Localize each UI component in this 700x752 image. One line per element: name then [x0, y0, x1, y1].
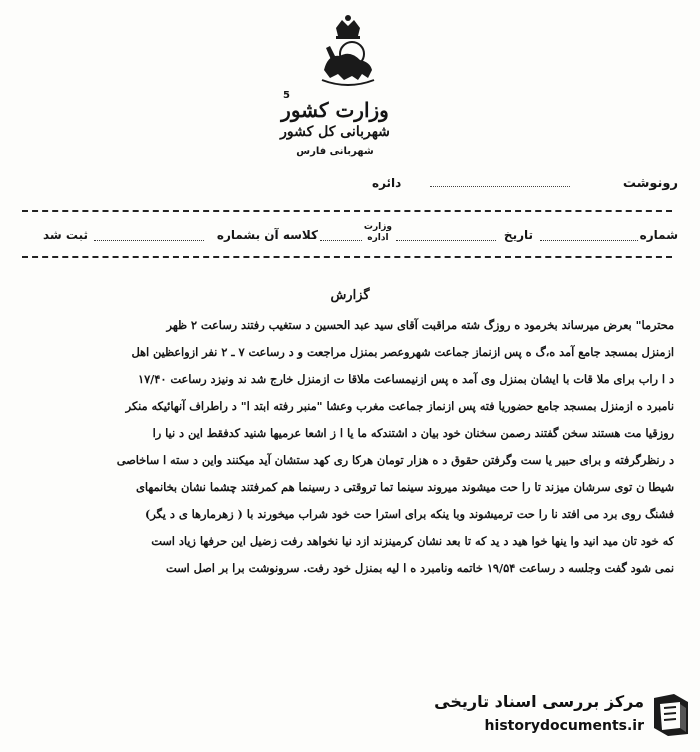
handwritten-mark: 5 — [283, 90, 290, 101]
form-row — [18, 222, 678, 248]
watermark-title: مرکز بررسی اسناد تاریخی — [434, 692, 644, 711]
watermark-url: historydocuments.ir — [484, 718, 644, 734]
vezarat-edareh-stack — [364, 222, 392, 244]
ministry-name: وزارت کشور — [281, 98, 389, 122]
report-line: شیطا ن توی سرشان میزند تا را حت میشوند میروند سینما تما تروقتی د رسینما هم کمرفتند چشما نشان بخانمهای — [135, 480, 674, 494]
department-name: شهربانی کل کشور — [280, 124, 390, 140]
report-line: روزقیا مت هستند سخن گفتند رصمن سخنان خود بیان د اشتندکه ما یا ا ز اشعا عرمیها شنید کدفقط این د نیا را — [152, 426, 674, 440]
vezarat-field-line — [320, 240, 362, 241]
kelasse-label: کلاسه آن بشماره — [216, 228, 318, 242]
edareh-label: اداره — [367, 233, 389, 243]
lion-and-sun-crown-emblem — [318, 14, 378, 94]
report-line: د رنظرگرفته و برای حبیر یا ست وگرفتن حقوق د ه هزار تومان هرکا ری کهد ستشان آید میکنند واین د سته ا ساخاصی — [116, 453, 674, 467]
form-divider — [22, 256, 672, 258]
vezarat-label: وزارت — [363, 222, 392, 232]
tarikh-field-line — [396, 240, 496, 241]
tarikh-label: تاریخ — [503, 228, 533, 242]
report-line: د ا راب برای ملا قات با ایشان بمنزل وی آمد ه پس ازنیمساعت ملاقا ت ازمنزل خارج شد ند ونیزد رساعت ۱۷/۴۰ — [138, 372, 674, 386]
office-name: شهربانی فارس — [296, 146, 374, 157]
report-title: گزارش — [330, 288, 370, 303]
shomareh-label: شماره — [639, 228, 678, 242]
archive-watermark — [410, 684, 694, 746]
report-line: محترما" بعرض میرساند بخرمود ه روزگ شته مراقبت آقای سید عبد الحسین د ستغیب رفتند رساعت ۲ ظهر — [166, 318, 674, 332]
report-line: ازمنزل بمسجد جامع آمد ه،گ ه پس ازنماز جماعت شهروعصر بمنزل مراجعت و د رساعت ۷ ـ ۲ نفر ازواعظین اهل — [131, 345, 674, 359]
report-body — [18, 312, 674, 582]
report-line: فشنگ روی برد می افتد نا را حت ترمیشوند وبا ینکه برای استرا حت خود شراب میخورند با ( زهرمارها ی د یگر) — [144, 507, 674, 521]
report-line: نمی شود گفت وجلسه د رساعت ۱۹/۵۴ خاتمه ونامبرد ه ا لیه بمنزل خود رفت. سرونوشت برا بر اصل است — [166, 561, 674, 575]
report-line: نامبرد ه ازمنزل بمسجد جامع حضوریا فته پس ازنماز جماعت مغرب وعشا "منبر رفته ابتد ا" د راطراف آنهائیکه منکر — [125, 399, 674, 413]
shomareh-field-line — [540, 240, 638, 241]
dayereh-label: دائره — [372, 176, 402, 190]
rownevesht-label: رونوشت — [622, 176, 678, 191]
top-divider — [22, 210, 672, 212]
dayereh-field-line — [430, 186, 570, 187]
kelasse-field-line — [94, 240, 204, 241]
archive-book-logo — [650, 692, 692, 738]
sabt-label: ثبت شد — [42, 228, 88, 242]
report-line: که خود تان مید انید وا ینها خوا هید د ید که تا بعد نشان کرمینزند ازد نیا نخواهد رفت زضیل این حرفها زیاد است — [151, 534, 674, 548]
